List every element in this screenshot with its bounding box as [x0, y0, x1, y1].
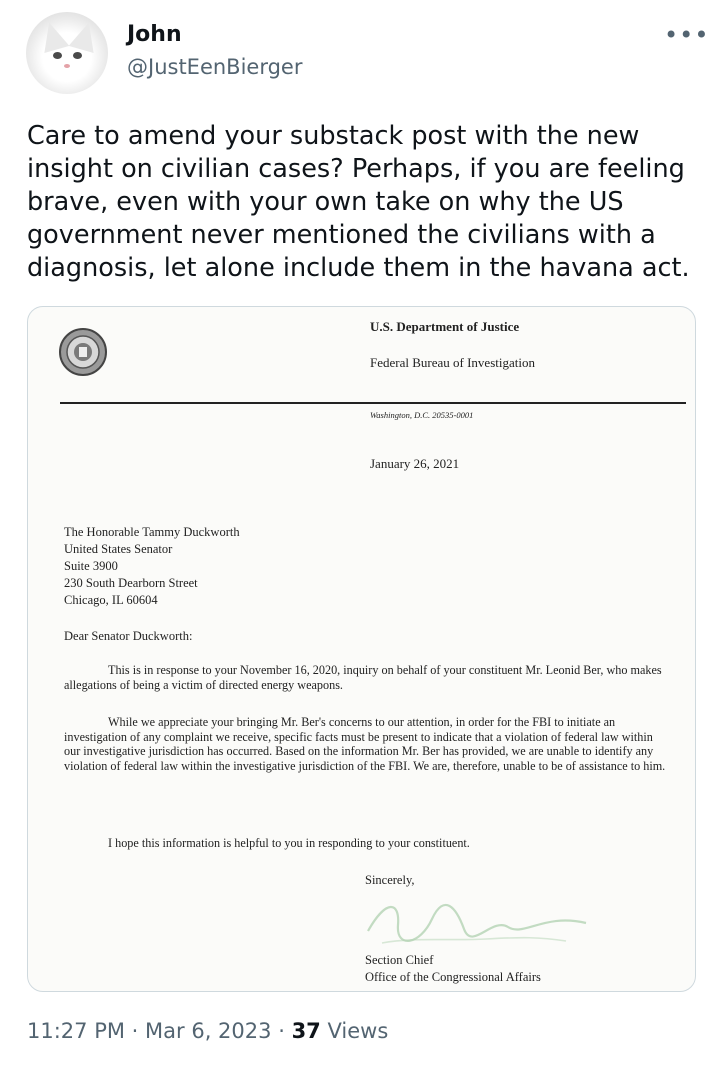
- meta-separator: ·: [131, 1019, 139, 1043]
- avatar-nose: [64, 64, 70, 68]
- views-count[interactable]: 37: [291, 1019, 321, 1043]
- tweet-date[interactable]: Mar 6, 2023: [145, 1019, 272, 1043]
- avatar-eye-left: [53, 52, 62, 59]
- letterhead-address: Washington, D.C. 20535-0001: [370, 410, 474, 420]
- tweet-meta: [27, 1019, 388, 1043]
- avatar-eye-right: [73, 52, 82, 59]
- tweet-time[interactable]: 11:27 PM: [27, 1019, 125, 1043]
- letter-closing: Sincerely,: [365, 873, 415, 887]
- fbi-seal-icon: [58, 327, 108, 377]
- recipient-line: The Honorable Tammy Duckworth: [64, 525, 240, 539]
- letterhead-rule: [60, 402, 686, 404]
- author-handle[interactable]: @JustEenBierger: [127, 55, 303, 79]
- recipient-block: [64, 524, 240, 609]
- signer-block: [365, 952, 541, 986]
- author-name[interactable]: John: [127, 22, 182, 47]
- avatar-ear-left: [37, 19, 70, 53]
- letter-date: January 26, 2021: [370, 456, 460, 471]
- recipient-line: Suite 3900: [64, 559, 118, 573]
- meta-separator: ·: [278, 1019, 285, 1043]
- salutation: Dear Senator Duckworth:: [64, 629, 193, 643]
- letter-paragraph-3: I hope this information is helpful to you in responding to your constituent.: [108, 836, 470, 850]
- avatar-ear-right: [69, 19, 102, 53]
- signature-image: [358, 889, 598, 957]
- recipient-line: United States Senator: [64, 542, 173, 556]
- letter-paragraph-1: This is in response to your November 16, 2020, inquiry on behalf of your constituent Mr. Leonid Ber, who makes allegations of being a victim of directed energy weapons.: [64, 663, 662, 692]
- signer-title: Section Chief: [365, 953, 434, 967]
- letterhead-bureau: Federal Bureau of Investigation: [370, 355, 535, 370]
- tweet-text: Care to amend your substack post with the new insight on civilian cases? Perhaps, if you are feeling brave, even with your own take on why the US government never mentioned the civilians with a diagnosis, let alone include them in the havana act.: [27, 121, 690, 283]
- views-label[interactable]: Views: [327, 1019, 389, 1043]
- signer-office: Office of the Congressional Affairs: [365, 970, 541, 984]
- recipient-line: 230 South Dearborn Street: [64, 576, 198, 590]
- attached-image[interactable]: [27, 306, 696, 992]
- avatar[interactable]: [26, 12, 108, 94]
- letter-paragraph-2: While we appreciate your bringing Mr. Ber's concerns to our attention, in order for the FBI to initiate an investigation of any complaint we receive, specific facts must be present to indicate that a violation of federal law within our investigative jurisdiction has occurred. Based on the information Mr. Ber has provided, we are unable to identify any violation of federal law within the investigative jurisdiction of the FBI. We are, therefore, unable to be of assistance to him.: [64, 715, 666, 773]
- letterhead-department: U.S. Department of Justice: [370, 319, 520, 334]
- recipient-line: Chicago, IL 60604: [64, 593, 158, 607]
- letter-document: [28, 307, 695, 991]
- more-icon[interactable]: •••: [664, 21, 710, 49]
